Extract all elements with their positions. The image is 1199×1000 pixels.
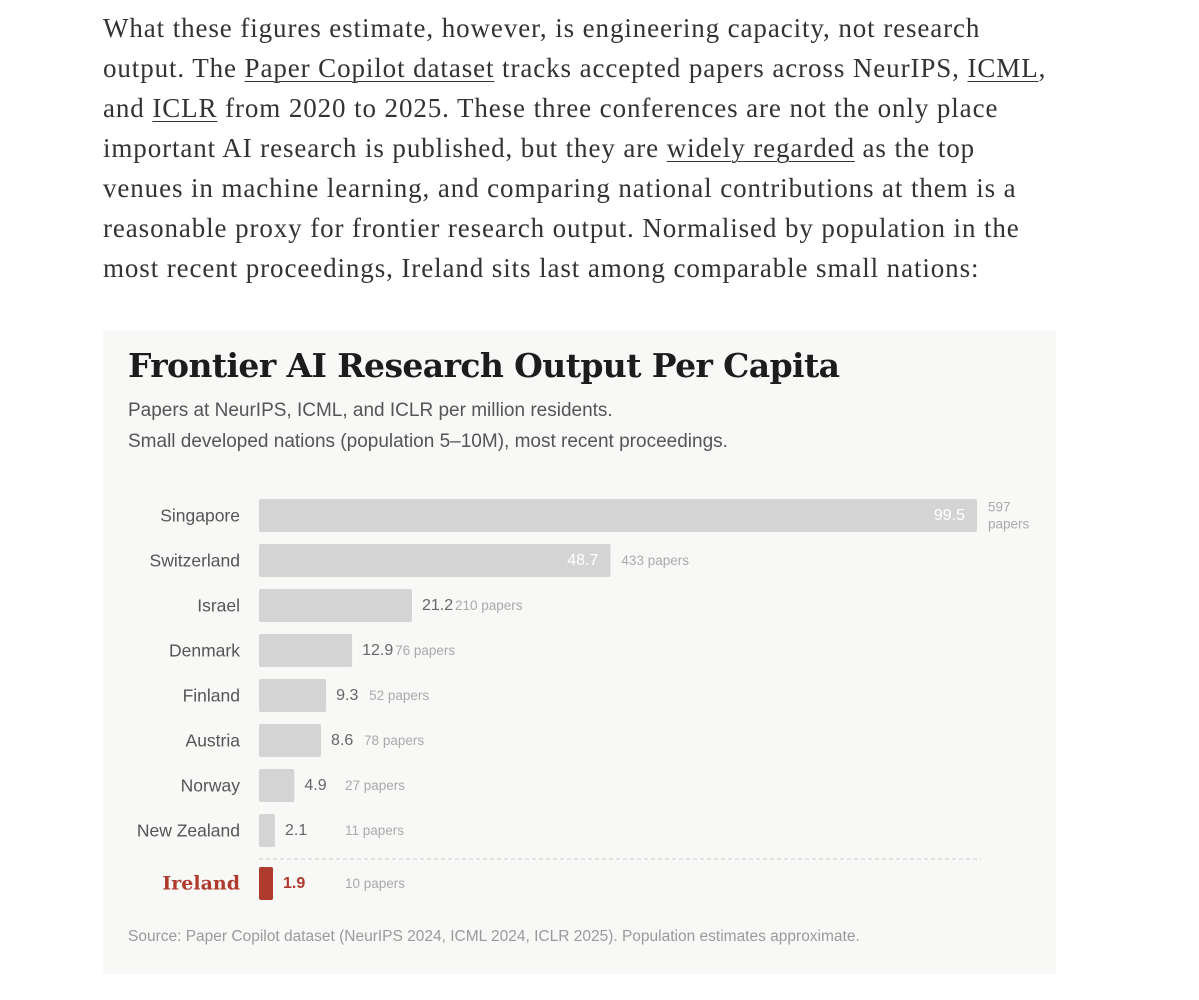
link-icml[interactable]: ICML	[967, 53, 1039, 83]
bar-denmark	[259, 634, 352, 667]
bar-finland	[259, 679, 326, 712]
category-label-norway: Norway	[180, 775, 240, 796]
chart-subtitle-line-1: Papers at NeurIPS, ICML, and ICLR per million residents.	[128, 400, 613, 421]
category-label-new-zealand: New Zealand	[136, 820, 240, 841]
papers-label-austria: 78 papers	[364, 733, 425, 748]
papers-label-denmark: 76 papers	[395, 643, 456, 658]
papers-label-finland: 52 papers	[369, 688, 430, 703]
value-label-norway: 4.9	[304, 777, 327, 794]
papers-label-israel: 210 papers	[454, 598, 523, 613]
category-label-israel: Israel	[197, 595, 240, 616]
bar-israel	[259, 589, 412, 622]
value-label-switzerland: 48.7	[567, 552, 599, 569]
category-label-ireland: Ireland	[162, 872, 240, 895]
value-label-finland: 9.3	[336, 687, 359, 704]
article-text: from 2020 to 2025. These three conferences are not the only place important AI research is published, but they are	[103, 93, 999, 163]
article-paragraph	[103, 8, 1053, 288]
papers-label-ireland: 10 papers	[345, 876, 406, 891]
bar-switzerland	[259, 544, 610, 577]
value-label-singapore: 99.5	[933, 507, 965, 524]
bar-new-zealand	[259, 814, 275, 847]
bar-chart	[103, 331, 1056, 921]
article-text: as the top venues in machine learning, and comparing national contributions at them is a reasonable proxy for frontier research output. Normalised by population in the most recent proceedings, Ireland sits last among comparable small nations:	[103, 133, 1020, 283]
article-text: What these figures estimate, however, is engineering capacity, not research output. The	[103, 13, 981, 83]
link-widely-regarded[interactable]: widely regarded	[666, 133, 855, 163]
bar-norway	[259, 769, 294, 802]
papers-label-norway: 27 papers	[345, 778, 406, 793]
papers-label-switzerland: 433 papers	[621, 553, 689, 568]
papers-label-singapore: 597 papers	[988, 499, 1030, 531]
chart-source: Source: Paper Copilot dataset (NeurIPS 2024, ICML 2024, ICLR 2025). Population estimates approximate.	[128, 928, 860, 945]
bar-singapore	[259, 499, 977, 532]
article-text: , and	[103, 53, 1047, 123]
bar-ireland	[259, 867, 273, 900]
link-iclr[interactable]: ICLR	[152, 93, 218, 123]
chart-subtitle-line-2: Small developed nations (population 5–10M), most recent proceedings.	[128, 431, 728, 452]
value-label-denmark: 12.9	[362, 642, 394, 659]
bar-austria	[259, 724, 321, 757]
category-label-singapore: Singapore	[160, 505, 240, 526]
category-label-denmark: Denmark	[169, 640, 240, 661]
category-label-finland: Finland	[182, 685, 240, 706]
category-label-austria: Austria	[185, 730, 240, 751]
value-label-new-zealand: 2.1	[285, 822, 308, 839]
value-label-austria: 8.6	[331, 732, 354, 749]
papers-label-new-zealand: 11 papers	[345, 823, 405, 838]
category-label-switzerland: Switzerland	[149, 550, 240, 571]
article-text: tracks accepted papers across NeurIPS,	[494, 53, 968, 83]
link-paper-copilot-dataset[interactable]: Paper Copilot dataset	[244, 53, 495, 83]
value-label-israel: 21.2	[421, 597, 454, 614]
chart-card	[103, 331, 1056, 974]
value-label-ireland: 1.9	[283, 875, 306, 892]
chart-title: Frontier AI Research Output Per Capita	[128, 346, 840, 385]
